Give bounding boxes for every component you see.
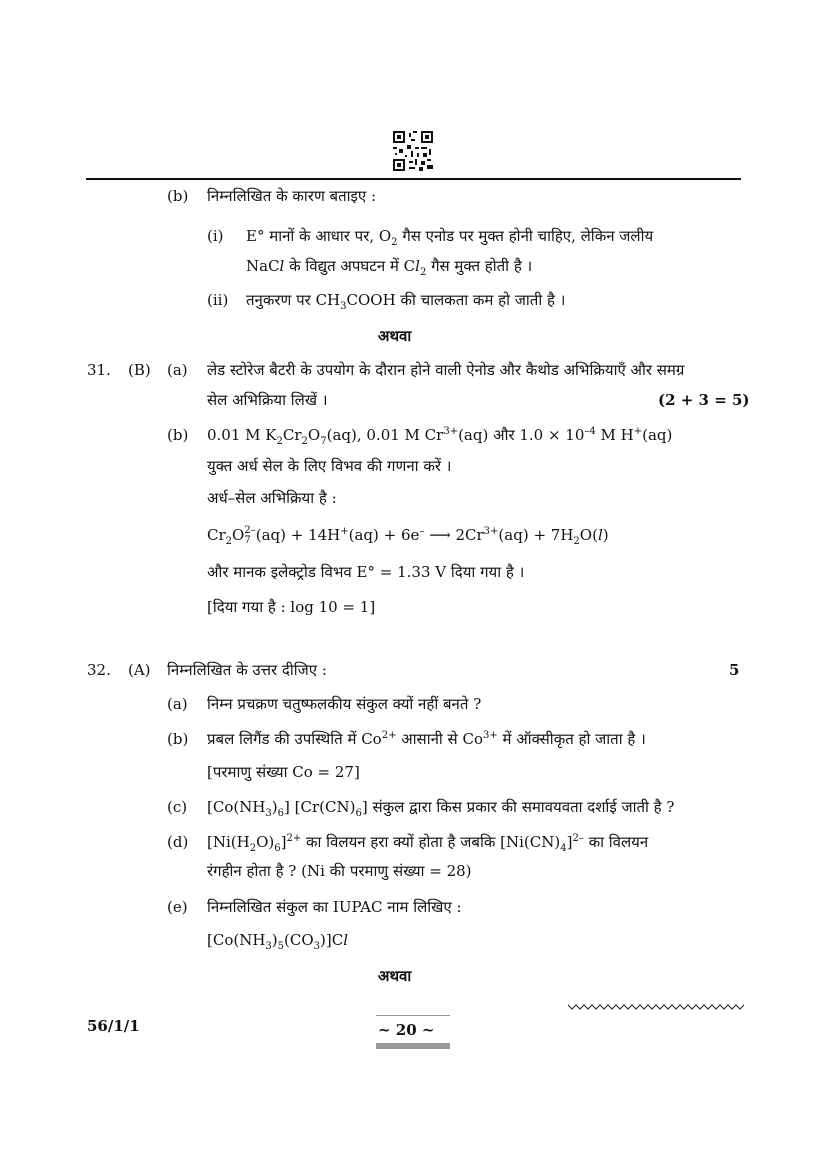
q31-number: 31. bbox=[87, 361, 111, 379]
q32-a-label: (a) bbox=[167, 695, 188, 713]
q32-d-line2: रंगहीन होता है ? (Ni की परमाणु संख्या = 28) bbox=[207, 862, 472, 880]
q31-half-label: अर्ध–सेल अभिक्रिया है : bbox=[207, 489, 337, 507]
page-number: ~ 20 ~ bbox=[378, 1021, 435, 1039]
q32-e-text: निम्नलिखित संकुल का IUPAC नाम लिखिए : bbox=[207, 898, 462, 916]
paper-code: 56/1/1 bbox=[87, 1017, 140, 1035]
or-heading-1: अथवा bbox=[378, 327, 412, 345]
q32-prompt: निम्नलिखित के उत्तर दीजिए : bbox=[167, 661, 327, 679]
q32-part: (A) bbox=[128, 661, 151, 679]
q32-e-formula: $[Co(NH_3)_5(CO_3)]Cl$ bbox=[207, 931, 349, 952]
q32-c-label: (c) bbox=[167, 798, 188, 816]
q30b-ii-label: (ii) bbox=[207, 291, 229, 309]
q32-a-text: निम्न प्रचक्रण चतुष्फलकीय संकुल क्यों नहीं बनते ? bbox=[207, 695, 482, 713]
q31-a-line2: सेल अभिक्रिया लिखें । bbox=[207, 391, 328, 409]
q30b-i-line2: NaCl के विद्युत अपघटन में $Cl_2$ गैस मुक्त होती है । bbox=[246, 257, 533, 278]
q31-given: [दिया गया है : log 10 = 1] bbox=[207, 598, 376, 616]
page-number-bottom-bar bbox=[376, 1043, 450, 1049]
q30b-ii-text: तनुकरण पर $CH_3COOH$ की चालकता कम हो जाती है । bbox=[246, 291, 566, 312]
q30b-i-line1: E° मानों के आधार पर, $O_2$ गैस एनोड पर मुक्त होनी चाहिए, लेकिन जलीय bbox=[246, 227, 654, 248]
q30b-prompt: निम्नलिखित के कारण बताइए : bbox=[207, 187, 377, 205]
header-rule bbox=[86, 178, 741, 180]
q32-b-text: प्रबल लिगैंड की उपस्थिति में $Co^{2+}$ आसानी से $Co^{3+}$ में ऑक्सीकृत हो जाता है । bbox=[207, 730, 646, 748]
page-number-top-rule bbox=[376, 1015, 450, 1016]
q32-b-label: (b) bbox=[167, 730, 189, 748]
q31-std-line: और मानक इलेक्ट्रोड विभव E° = 1.33 V दिया गया है । bbox=[207, 563, 525, 581]
q31-part: (B) bbox=[128, 361, 151, 379]
q31-b-line1: 0.01 M $K_2Cr_2O_7(aq)$, 0.01 M $Cr^{3+}(aq)$ और $1.0 \times 10^{-4}$ M H+(aq) bbox=[207, 426, 673, 447]
q32-marks: 5 bbox=[729, 661, 740, 679]
q32-c-text: $[Co(NH_3)_6]$ $[Cr(CN)_6]$ संकुल द्वारा किस प्रकार की समावयवता दर्शाई जाती है ? bbox=[207, 798, 675, 819]
q31-a-line1: लेड स्टोरेज बैटरी के उपयोग के दौरान होने वाली ऐनोड और कैथोड अभिक्रियाएँ और समग्र bbox=[207, 361, 685, 379]
or-heading-2: अथवा bbox=[378, 967, 412, 985]
q31-b-label: (b) bbox=[167, 426, 189, 444]
q32-number: 32. bbox=[87, 661, 111, 679]
q32-d-label: (d) bbox=[167, 833, 189, 851]
q32-b-note: [परमाणु संख्या Co = 27] bbox=[207, 763, 360, 781]
q32-d-line1: $[Ni(H_2O)_6]^{2+}$ का विलयन हरा क्यों होता है जबकि $[Ni(CN)_4]^{2-}$ का विलयन bbox=[207, 833, 649, 854]
q32-e-label: (e) bbox=[167, 898, 188, 916]
q30b-label: (b) bbox=[167, 187, 189, 205]
q31-a-label: (a) bbox=[167, 361, 188, 379]
q31-marks: (2 + 3 = 5) bbox=[658, 391, 750, 409]
q30b-i-label: (i) bbox=[207, 227, 224, 245]
q31-equation: $Cr_2O$ 2– 7 (aq) + 14H+(aq) + 6e– ⟶ $2Cr^{3+}(aq) + 7H_2O(l)$ bbox=[207, 525, 609, 547]
qr-code bbox=[393, 131, 433, 171]
q31-b-line2: युक्त अर्ध सेल के लिए विभव की गणना करें । bbox=[207, 457, 452, 475]
continuation-wavy-line bbox=[568, 1000, 748, 1014]
